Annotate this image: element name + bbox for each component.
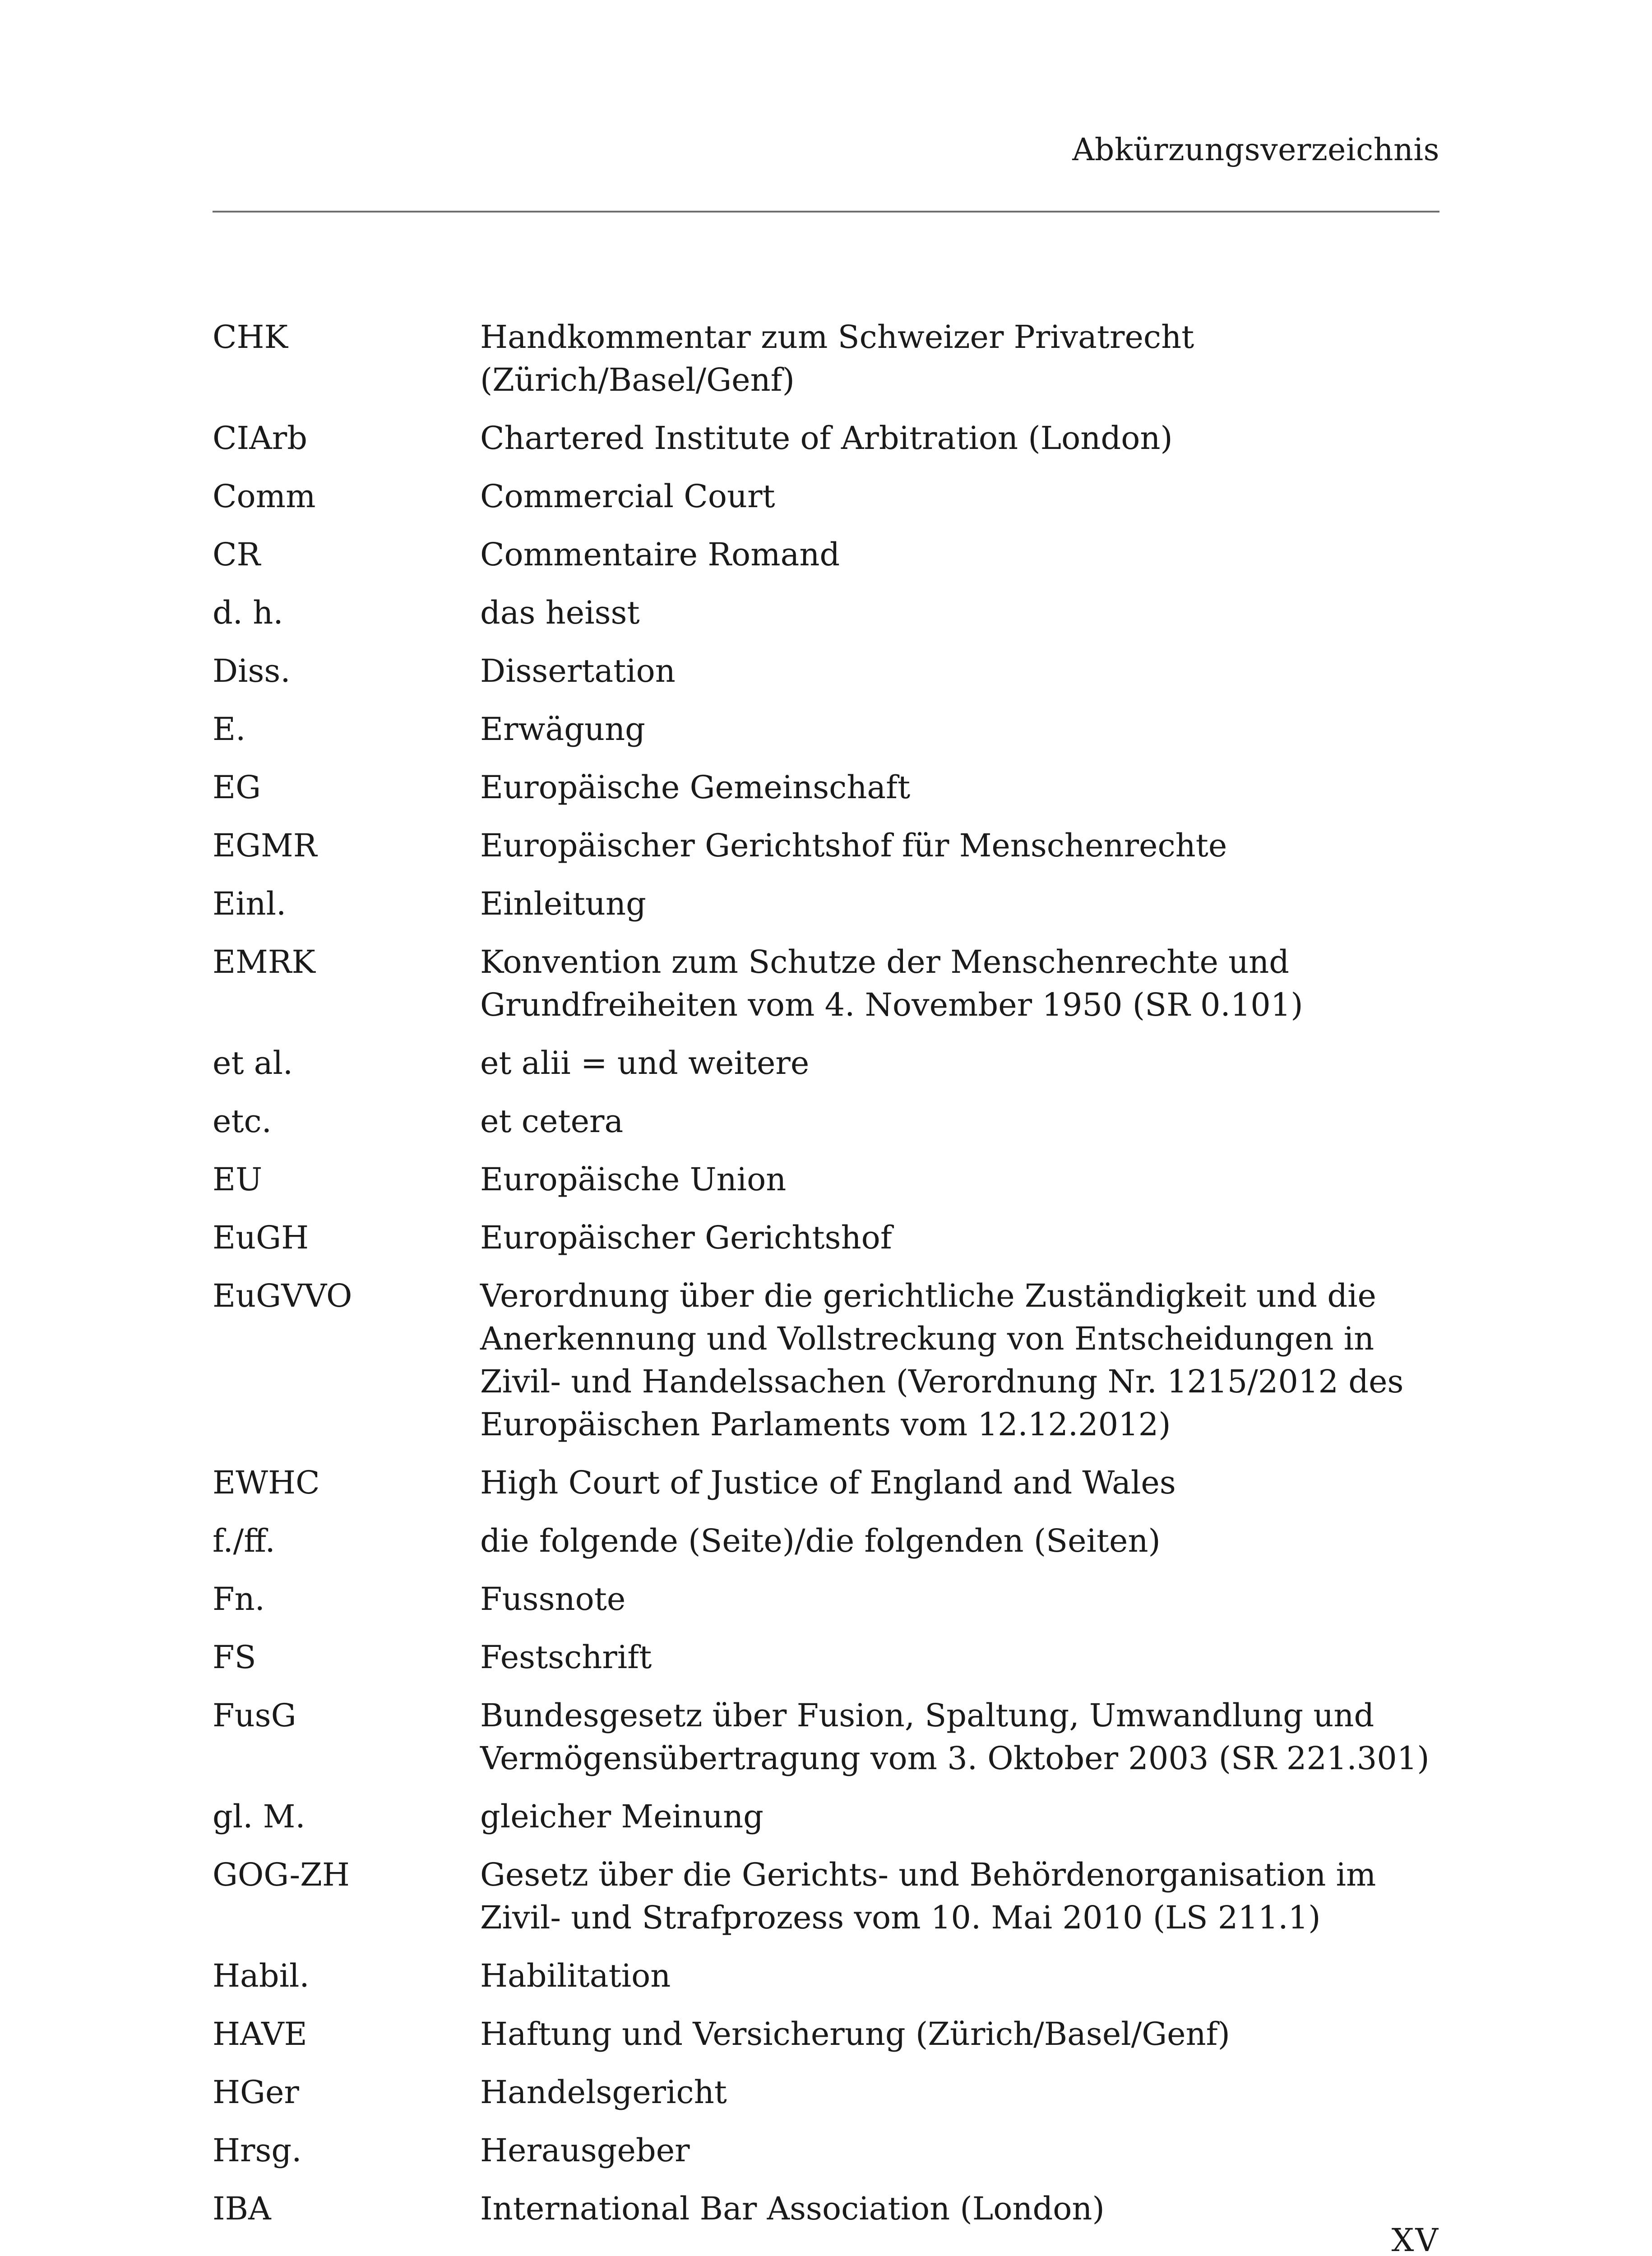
abbreviation-definition: Commentaire Romand <box>480 536 840 573</box>
abbreviation-term: CR <box>213 536 261 573</box>
abbreviation-entry <box>213 824 1439 867</box>
abbreviation-definition: Habilitation <box>480 1957 671 1994</box>
abbreviation-term: f./ff. <box>213 1522 275 1559</box>
abbreviation-entry <box>213 2071 1439 2114</box>
page-number: XV <box>1391 2222 1439 2256</box>
abbreviation-entry <box>213 2187 1439 2230</box>
header-rule <box>213 211 1439 213</box>
abbreviation-definition: et cetera <box>480 1103 624 1140</box>
abbreviation-entry <box>213 2129 1439 2172</box>
abbreviation-term: EMRK <box>213 943 315 980</box>
abbreviation-entry <box>213 1461 1439 1504</box>
abbreviation-entry <box>213 1955 1439 1997</box>
abbreviation-list <box>213 316 1439 2246</box>
abbreviation-definition: High Court of Justice of England and Wales <box>480 1464 1176 1501</box>
abbreviation-definition: das heisst <box>480 594 640 631</box>
abbreviation-term: etc. <box>213 1103 272 1140</box>
abbreviation-entry <box>213 1694 1439 1780</box>
abbreviation-entry <box>213 708 1439 751</box>
abbreviation-term: Comm <box>213 478 316 515</box>
abbreviation-term: d. h. <box>213 594 283 631</box>
abbreviation-definition: Festschrift <box>480 1639 652 1676</box>
abbreviation-definition: Konvention zum Schutze der Menschenrechte und Grundfreiheiten vom 4. November 1950 (SR 0.101) <box>480 943 1303 1023</box>
abbreviation-definition: et alii = und weitere <box>480 1045 810 1082</box>
abbreviation-entry <box>213 417 1439 460</box>
abbreviation-entry <box>213 766 1439 809</box>
abbreviation-term: EG <box>213 769 261 806</box>
abbreviation-term: E. <box>213 711 246 748</box>
abbreviation-term: EuGH <box>213 1219 309 1256</box>
abbreviation-definition: Herausgeber <box>480 2132 690 2169</box>
abbreviation-definition: Handelsgericht <box>480 2074 727 2111</box>
abbreviation-term: Diss. <box>213 652 291 689</box>
abbreviation-definition: die folgende (Seite)/die folgenden (Seiten) <box>480 1522 1161 1559</box>
abbreviation-definition: Europäische Union <box>480 1161 787 1198</box>
abbreviation-term: CIArb <box>213 420 308 457</box>
abbreviation-definition: Haftung und Versicherung (Zürich/Basel/Genf) <box>480 2016 1230 2053</box>
abbreviation-term: HGer <box>213 2074 299 2111</box>
abbreviation-term: EU <box>213 1161 263 1198</box>
abbreviation-entry <box>213 533 1439 576</box>
abbreviation-term: HAVE <box>213 2016 307 2053</box>
abbreviation-entry <box>213 316 1439 402</box>
abbreviation-entry <box>213 1520 1439 1563</box>
abbreviation-term: FS <box>213 1639 256 1676</box>
abbreviation-definition: Fussnote <box>480 1581 626 1618</box>
abbreviation-term: GOG-ZH <box>213 1856 350 1893</box>
abbreviation-term: et al. <box>213 1045 293 1082</box>
abbreviation-entry <box>213 1042 1439 1085</box>
abbreviation-term: FusG <box>213 1697 296 1734</box>
running-header: Abkürzungsverzeichnis <box>1072 132 1439 168</box>
abbreviation-definition: Handkommentar zum Schweizer Privatrecht (Zürich/Basel/Genf) <box>480 319 1194 398</box>
abbreviation-entry <box>213 1216 1439 1259</box>
abbreviation-definition: gleicher Meinung <box>480 1798 764 1835</box>
abbreviation-definition: Europäischer Gerichtshof für Menschenrechte <box>480 827 1227 864</box>
abbreviation-entry <box>213 941 1439 1026</box>
abbreviation-term: IBA <box>213 2190 271 2227</box>
abbreviation-entry <box>213 1100 1439 1143</box>
abbreviation-definition: Einleitung <box>480 885 646 922</box>
abbreviation-definition: Gesetz über die Gerichts- und Behördenorganisation im Zivil- und Strafprozess vom 10. Mai 2010 (LS 211.1) <box>480 1856 1376 1936</box>
abbreviation-entry <box>213 1854 1439 1939</box>
abbreviation-term: Habil. <box>213 1957 310 1994</box>
abbreviation-definition: Verordnung über die gerichtliche Zuständigkeit und die Anerkennung und Vollstreckung von Entscheidungen in Zivil- und Handelssachen (Verordnung Nr. 1215/2012 des Europäischen Parlaments vom 12.12.2012) <box>480 1277 1404 1443</box>
abbreviation-term: CHK <box>213 319 288 356</box>
abbreviation-entry <box>213 1158 1439 1201</box>
abbreviation-entry <box>213 475 1439 518</box>
abbreviation-term: Fn. <box>213 1581 265 1618</box>
abbreviation-term: EGMR <box>213 827 317 864</box>
abbreviation-term: EWHC <box>213 1464 320 1501</box>
abbreviation-definition: Dissertation <box>480 652 676 689</box>
abbreviation-definition: International Bar Association (London) <box>480 2190 1105 2227</box>
abbreviation-term: Hrsg. <box>213 2132 302 2169</box>
abbreviation-term: Einl. <box>213 885 287 922</box>
abbreviation-entry <box>213 1275 1439 1446</box>
abbreviation-definition: Chartered Institute of Arbitration (London) <box>480 420 1173 457</box>
abbreviation-entry <box>213 2013 1439 2056</box>
abbreviation-entry <box>213 1636 1439 1679</box>
abbreviation-definition: Europäische Gemeinschaft <box>480 769 911 806</box>
abbreviation-entry <box>213 650 1439 693</box>
abbreviation-definition: Erwägung <box>480 711 645 748</box>
abbreviation-entry <box>213 883 1439 925</box>
abbreviation-term: EuGVVO <box>213 1277 352 1314</box>
abbreviation-definition: Bundesgesetz über Fusion, Spaltung, Umwandlung und Vermögensübertragung vom 3. Oktober 2003 (SR 221.301) <box>480 1697 1430 1777</box>
abbreviation-term: gl. M. <box>213 1798 305 1835</box>
abbreviation-definition: Europäischer Gerichtshof <box>480 1219 892 1256</box>
abbreviation-entry <box>213 1795 1439 1838</box>
abbreviation-entry <box>213 592 1439 634</box>
abbreviation-definition: Commercial Court <box>480 478 775 515</box>
abbreviation-entry <box>213 1578 1439 1621</box>
